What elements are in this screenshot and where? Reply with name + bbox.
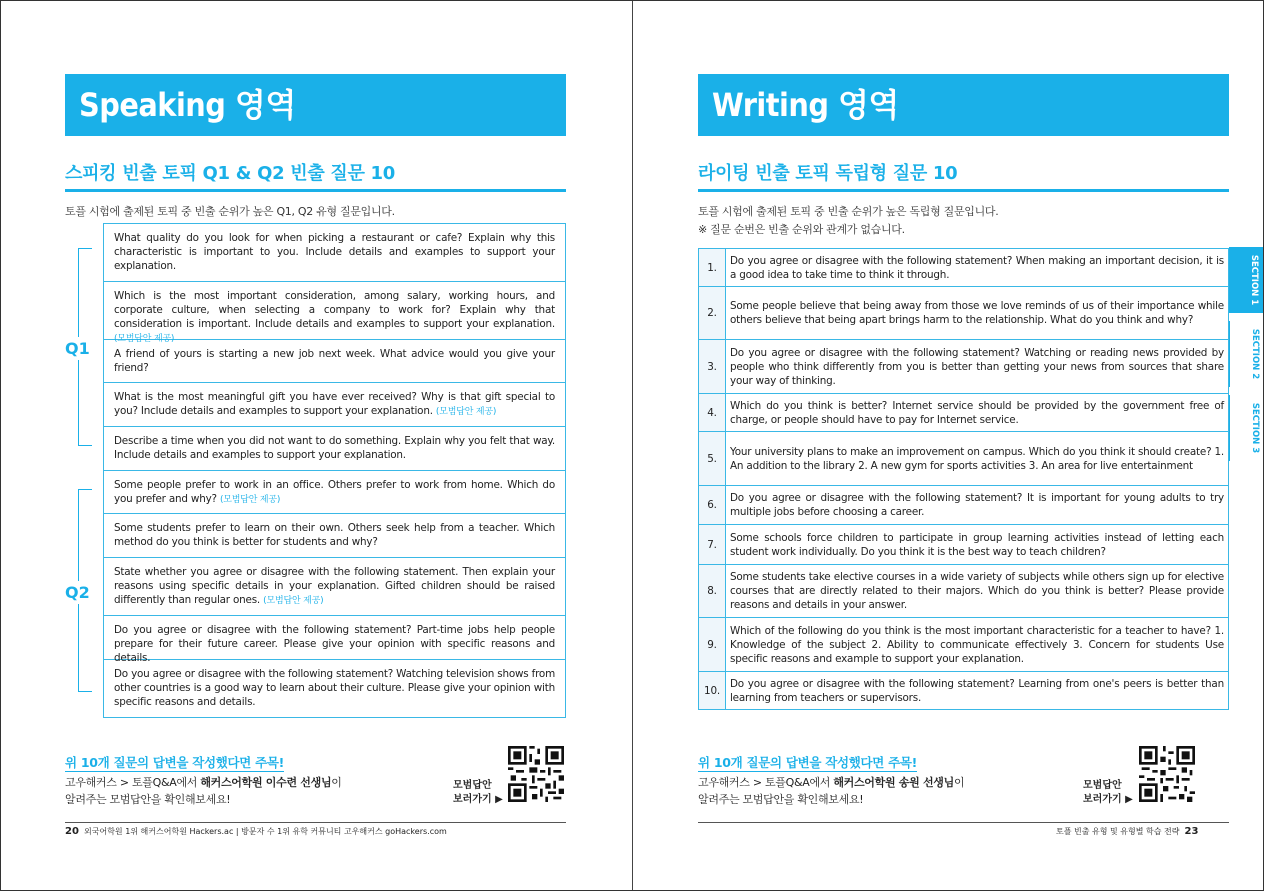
question-text: Describe a time when you did not want to do something. Explain why you felt that way. Include details and examples to support your explanation. <box>114 435 555 461</box>
table-row <box>699 618 1229 672</box>
question-number: 3. <box>699 340 726 394</box>
question-text: Your university plans to make an improvement on campus. Which do you think it should create? 1. An addition to the library 2. A new gym for sports activities 3. An area for live entertainment <box>726 432 1229 486</box>
qr-code-icon[interactable] <box>508 746 564 802</box>
question-text: Do you agree or disagree with the following statement? Learning from one's peers is better than learning from teachers or supervisors. <box>726 672 1229 710</box>
question-text: What is the most meaningful gift you have ever received? Why is that gift special to you? Include details and examples to support your explanation. <box>114 391 555 417</box>
qr-label-line: 보러가기 ▶ <box>1083 794 1133 805</box>
question-text: What quality do you look for when picking a restaurant or cafe? Explain why this characteristic is important to you. Include details and examples to support your explanation. <box>114 232 555 272</box>
page-number: 20 <box>65 826 79 837</box>
promo-line: 알려주는 모범답안을 확인해보세요! <box>698 793 864 806</box>
footer-rule <box>698 822 1229 823</box>
question-text: Some people believe that being away from those we love reminds of us of their importance while others believe that being apart brings harm to the relationship. What do you think and why? <box>726 287 1229 340</box>
promo-text <box>698 774 964 808</box>
table-row <box>699 486 1229 525</box>
qr-label-line: 보러가기 ▶ <box>453 794 503 805</box>
tab-label: SECTION 3 <box>1250 402 1261 454</box>
question-text: Some students take elective courses in a wide variety of subjects while others sign up for elective courses that are directly related to their majors. Which do you think is better? Please provide reasons and details in your answer. <box>726 565 1229 618</box>
section-2-tab[interactable] <box>1229 321 1263 387</box>
promo-line: 이 <box>953 776 965 789</box>
question-number: 9. <box>699 618 726 672</box>
q2-label: Q2 <box>65 583 90 602</box>
question-number: 5. <box>699 432 726 486</box>
table-row <box>699 672 1229 710</box>
qr-link-label[interactable] <box>1083 779 1133 807</box>
table-row <box>699 249 1229 287</box>
qr-link-label[interactable] <box>453 779 503 807</box>
model-answer-note: (모범답안 제공) <box>435 407 497 417</box>
question-text: A friend of yours is starting a new job next week. What advice would you give your friend? <box>114 348 555 374</box>
table-row <box>699 565 1229 618</box>
model-answer-note: (모범답안 제공) <box>263 596 324 606</box>
speaking-question <box>104 471 565 514</box>
question-text: State whether you agree or disagree with the following statement. Then explain your reasons using specific details in your explanation. Gifted children should be raised differently than regular ones. <box>114 566 555 606</box>
question-text: Do you agree or disagree with the following statement? Watching or reading news provided by people who think differently from you is better than getting your news from sources that share your way of thinking. <box>726 340 1229 394</box>
question-number: 10. <box>699 672 726 710</box>
speaking-question <box>104 660 565 717</box>
speaking-question <box>104 282 565 344</box>
question-number: 4. <box>699 394 726 432</box>
qr-label-line: 모범답안 <box>453 780 492 791</box>
speaking-question <box>104 383 565 427</box>
speaking-question <box>104 558 565 616</box>
speaking-banner: Speaking 영역 <box>65 74 566 136</box>
intro-line: 토플 시험에 출제된 토픽 중 빈출 순위가 높은 독립형 질문입니다. <box>698 205 999 218</box>
question-text: Do you agree or disagree with the following statement? Part-time jobs help people prepare for their future career. Please give your opinion with specific reasons and details. <box>114 624 555 664</box>
teacher-name: 해커스어학원 이수련 선생님 <box>200 776 332 789</box>
speaking-intro: 토플 시험에 출제된 토픽 중 빈출 순위가 높은 Q1, Q2 유형 질문입니다. <box>65 205 395 218</box>
question-number: 6. <box>699 486 726 525</box>
qr-code-icon[interactable] <box>1139 746 1195 802</box>
tab-label: SECTION 1 <box>1249 254 1260 306</box>
footer-text: 토플 빈출 유형 및 유형별 학습 전략 <box>1056 827 1180 836</box>
speaking-subhead: 스피킹 빈출 토픽 Q1 & Q2 빈출 질문 10 <box>65 159 566 192</box>
promo-title: 위 10개 질문의 답변을 작성했다면 주목! <box>698 755 918 770</box>
footer-rule <box>65 822 566 823</box>
question-text: Do you agree or disagree with the following statement? It is important for young adults to try multiple jobs before choosing a career. <box>726 486 1229 525</box>
question-text: Which do you think is better? Internet service should be provided by the government free of charge, or people should have to pay for Internet service. <box>726 394 1229 432</box>
q1-label: Q1 <box>65 339 90 358</box>
speaking-question <box>104 224 565 282</box>
writing-intro <box>698 203 998 239</box>
question-text: Some students prefer to learn on their own. Others seek help from a teacher. Which method do you think is better for students and why? <box>114 522 555 548</box>
model-answer-note: (모범답안 제공) <box>114 334 175 344</box>
table-row <box>699 340 1229 394</box>
promo-line: 고우해커스 > 토플Q&A에서 <box>65 776 201 789</box>
model-answer-note: (모범답안 제공) <box>219 495 281 505</box>
promo-line: 고우해커스 > 토플Q&A에서 <box>698 776 834 789</box>
promo-text <box>65 774 342 808</box>
table-row <box>699 432 1229 486</box>
question-number: 8. <box>699 565 726 618</box>
question-number: 7. <box>699 525 726 565</box>
footer-text: 외국어학원 1위 해커스어학원 Hackers.ac | 방문자 수 1위 유학 커뮤니티 고우해커스 goHackers.com <box>84 827 447 836</box>
writing-banner: Writing 영역 <box>698 74 1229 136</box>
table-row <box>699 394 1229 432</box>
promo-title: 위 10개 질문의 답변을 작성했다면 주목! <box>65 755 285 770</box>
writing-question-table <box>698 248 1229 710</box>
speaking-question <box>104 616 565 664</box>
teacher-name: 해커스어학원 송원 선생님 <box>833 776 954 789</box>
table-row <box>699 525 1229 565</box>
question-text: Do you agree or disagree with the following statement? Watching television shows from other countries is a good way to learn about their culture. Please give your opinion with specific reasons and details. <box>114 668 555 708</box>
page-footer <box>65 826 447 837</box>
speaking-page <box>1 1 632 890</box>
question-number: 1. <box>699 249 726 287</box>
question-text: Some people prefer to work in an office. Others prefer to work from home. Which do you prefer and why? <box>114 479 555 505</box>
speaking-question <box>104 514 565 558</box>
promo-line: 알려주는 모범답안을 확인해보세요! <box>65 793 231 806</box>
speaking-question <box>104 340 565 383</box>
writing-page <box>633 1 1264 890</box>
table-row <box>699 287 1229 340</box>
question-text: Some schools force children to participate in group learning activities instead of letting each student work individually. Do you think it is the best way to teach children? <box>726 525 1229 565</box>
promo-line: 이 <box>331 776 342 789</box>
question-text: Which is the most important consideration, among salary, working hours, and corporate culture, when selecting a company to work for? Explain why that consideration is important. Include details and examples to support your explanation. <box>114 290 555 330</box>
speaking-question <box>104 427 565 471</box>
tab-label: SECTION 2 <box>1250 328 1261 380</box>
section-1-tab[interactable] <box>1229 247 1263 313</box>
section-3-tab[interactable] <box>1229 395 1263 461</box>
writing-subhead: 라이팅 빈출 토픽 독립형 질문 10 <box>698 159 1229 192</box>
speaking-question-list <box>103 223 566 718</box>
page-footer <box>1056 826 1198 837</box>
page-number: 23 <box>1184 826 1199 837</box>
qr-label-line: 모범답안 <box>1083 780 1122 791</box>
intro-note: ※ 질문 순번은 빈출 순위와 관계가 없습니다. <box>698 223 905 236</box>
question-text: Do you agree or disagree with the following statement? When making an important decision, it is a good idea to take time to think it through. <box>726 249 1229 287</box>
question-number: 2. <box>699 287 726 340</box>
question-text: Which of the following do you think is the most important characteristic for a teacher to have? 1. Knowledge of the subject 2. Ability to communicate effectively 3. Concern for students Use specific reasons and example to support your explanation. <box>726 618 1229 672</box>
